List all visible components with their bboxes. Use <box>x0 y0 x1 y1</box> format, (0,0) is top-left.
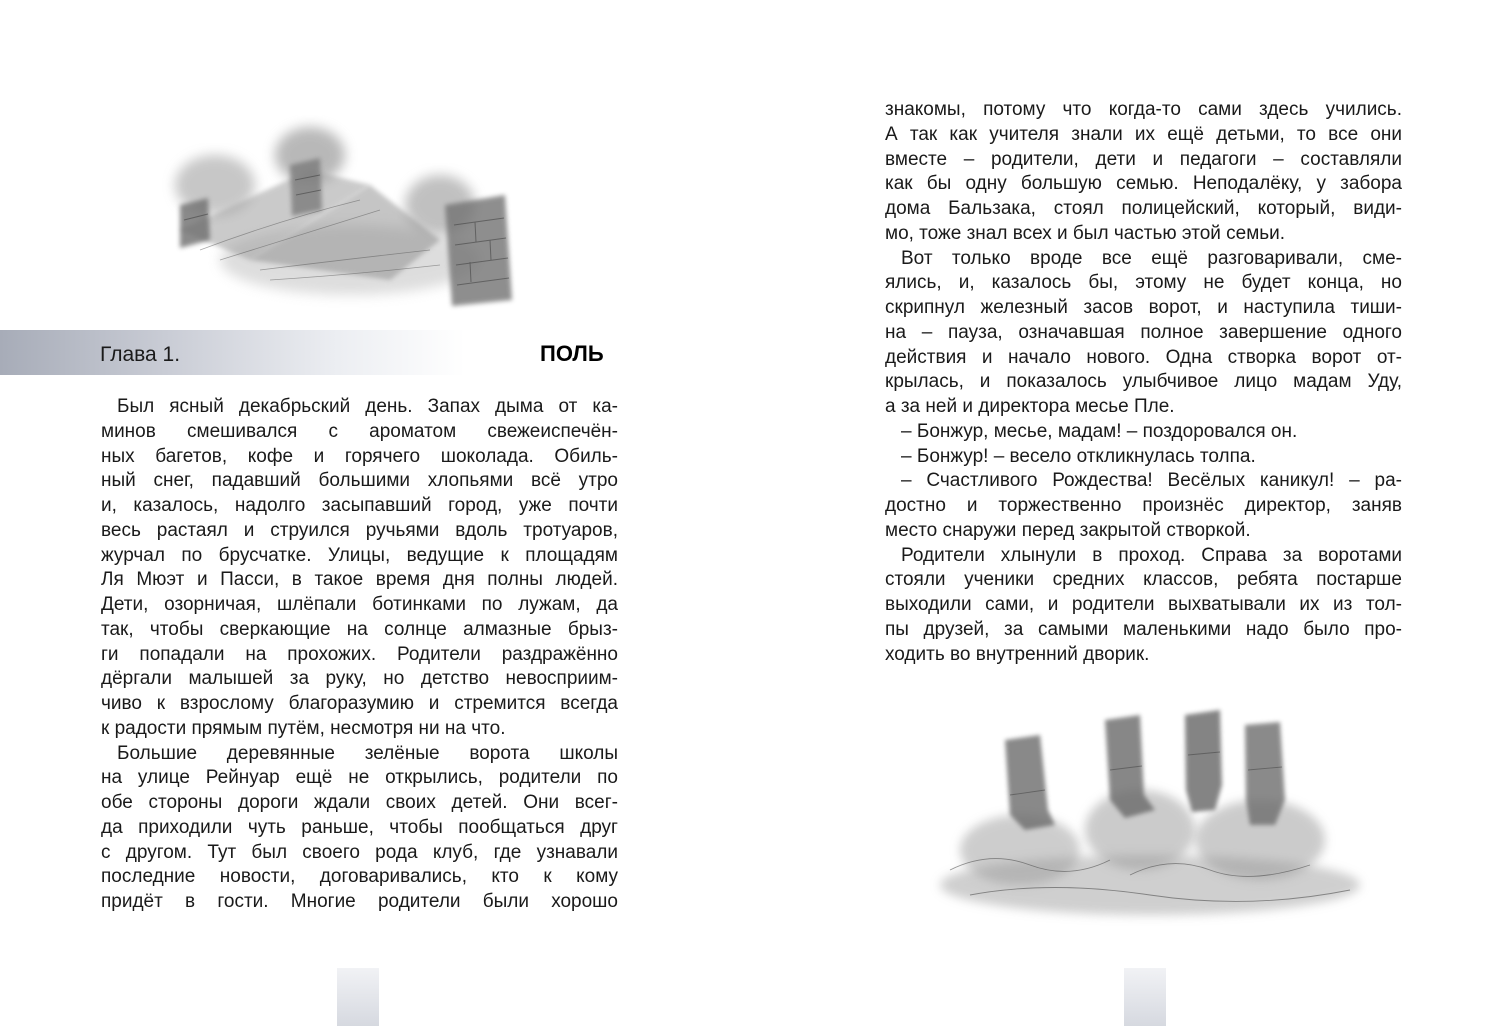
text-line: стояли ученики средних классов, ребята постарше <box>885 569 1402 591</box>
text-line: вместе – родители, дети и педагоги – составляли <box>885 148 1402 170</box>
text-line: на улице Рейнуар ещё не открылись, родители по <box>101 767 618 789</box>
text-line: выходили сами, и родители выхватывали их из тол- <box>885 594 1402 615</box>
text-line: пы друзей, за самыми маленькими надо было про- <box>885 618 1402 640</box>
text-line: так, чтобы сверкающие на солнце алмазные брыз- <box>101 618 618 640</box>
text-line: ных багетов, кофе и горячего шоколада. Обиль- <box>101 445 618 467</box>
text-line: как бы одну большую семью. Неподалёку, у забора <box>885 173 1402 195</box>
text-line: дёргали малышей за руку, но детство невосприим- <box>101 668 618 690</box>
text-line: дома Бальзака, стоял полицейский, который, види- <box>885 198 1402 219</box>
rooftops-chimneys-illustration <box>140 110 600 325</box>
text-line: знакомы, потому что когда-то сами здесь учились. <box>885 99 1402 120</box>
text-line: – Бонжур! – весело откликнулась толпа. <box>901 445 1256 467</box>
page-thumb-tab <box>1124 968 1166 1026</box>
right-body-text <box>885 98 1402 667</box>
text-line: ный снег, падавший большими хлопьями всё утро <box>101 470 618 492</box>
text-line: ялись, и, казалось бы, этому не будет конца, но <box>885 272 1402 294</box>
text-line: действия и начало нового. Одна створка ворот от- <box>885 346 1402 368</box>
chapter-title: ПОЛЬ <box>540 341 604 366</box>
text-line: крылась, и показалось улыбчивое лицо мадам Уду, <box>885 371 1402 393</box>
text-line: да приходили чуть раньше, чтобы пообщаться друг <box>101 816 618 838</box>
text-line: минов смешивался с ароматом свежеиспечён- <box>101 420 618 442</box>
text-line: – Бонжур, месье, мадам! – поздоровался он. <box>901 420 1298 442</box>
text-line: Ля Мюэт и Пасси, в такое время дня полны людей. <box>101 569 618 591</box>
text-line: Дети, озорничая, шлёпали ботинками по лужам, да <box>101 594 618 615</box>
text-line: Большие деревянные зелёные ворота школы <box>117 742 618 764</box>
page-thumb-tab <box>337 968 379 1026</box>
text-line: последние новости, договаривались, кто к кому <box>101 866 618 888</box>
chapter-number: Глава 1. <box>100 343 181 366</box>
text-line: Вот только вроде все ещё разговаривали, сме- <box>901 247 1402 269</box>
text-line: Родители хлынули в проход. Справа за воротами <box>901 544 1402 566</box>
text-line: А так как учителя знали их ещё детьми, то все они <box>885 123 1402 145</box>
text-line: Был ясный декабрьский день. Запах дыма от ка- <box>117 396 618 417</box>
text-line: журчал по брусчатке. Улицы, ведущие к площадям <box>101 544 618 566</box>
text-line: ги попадали на прохожих. Родители раздражённо <box>101 643 618 665</box>
text-line: обе стороны дороги ждали своих детей. Они всег- <box>101 792 618 813</box>
text-line: достно и торжественно произнёс директор, заняв <box>885 495 1402 516</box>
text-line: – Счастливого Рождества! Весёлых каникул! – ра- <box>901 470 1402 492</box>
right-page <box>750 0 1500 1026</box>
text-line: к радости прямым путём, несмотря ни на что. <box>101 717 506 739</box>
text-line: с другом. Тут был своего рода клуб, где узнавали <box>101 841 618 863</box>
boots-in-puddles-illustration <box>930 700 1370 930</box>
text-line: на – пауза, означавшая полное завершение одного <box>885 321 1402 343</box>
text-line: весь растаял и струился ручьями вдоль тротуаров, <box>101 519 618 541</box>
left-body-text <box>101 395 618 915</box>
text-line: скрипнул железный засов ворот, и наступила тиши- <box>885 297 1402 318</box>
text-line: мо, тоже знал всех и был частью этой семьи. <box>885 222 1286 244</box>
text-line: чиво к взрослому благоразумию и стремится всегда <box>101 693 618 714</box>
text-line: и, казалось, надолго засыпавший город, уже почти <box>101 495 618 516</box>
text-line: место снаружи перед закрытой створкой. <box>885 519 1251 541</box>
text-line: а за ней и директора месье Пле. <box>885 396 1175 417</box>
text-line: придёт в гости. Многие родители были хорошо <box>101 891 618 912</box>
text-line: ходить во внутренний дворик. <box>885 643 1150 665</box>
